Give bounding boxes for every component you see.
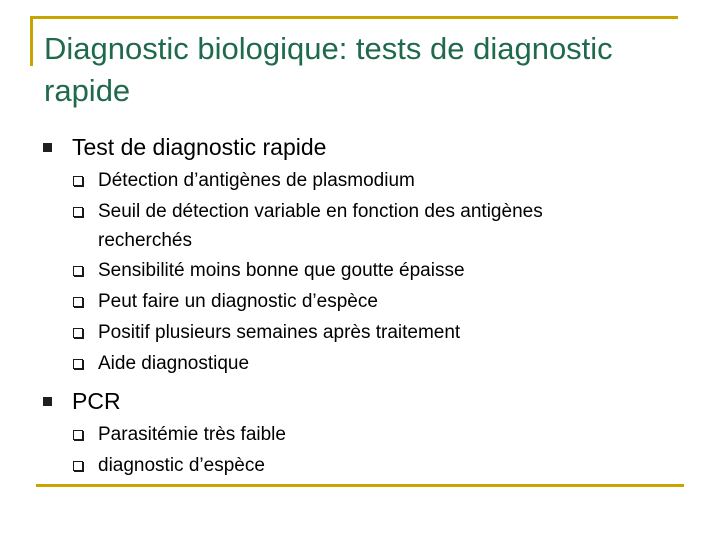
list-item: Détection d’antigènes de plasmodium xyxy=(98,170,415,191)
list-item: Seuil de détection variable en fonction des antigènes recherchés xyxy=(98,201,543,251)
hollow-square-bullet-icon xyxy=(73,359,83,369)
square-bullet-icon xyxy=(43,143,52,152)
list-item: diagnostic d’espèce xyxy=(98,455,265,476)
hollow-square-bullet-icon xyxy=(73,328,83,338)
list-item: Parasitémie très faible xyxy=(98,424,286,445)
frame-bottom-line xyxy=(36,484,684,487)
square-bullet-icon xyxy=(43,397,52,406)
hollow-square-bullet-icon xyxy=(73,176,83,186)
section-heading: Test de diagnostic rapide xyxy=(72,134,327,160)
list-item: Positif plusieurs semaines après traitement xyxy=(98,322,461,343)
section-heading: PCR xyxy=(72,388,121,414)
list-item: Sensibilité moins bonne que goutte épaisse xyxy=(98,260,465,281)
slide-title: Diagnostic biologique: tests de diagnostic rapide xyxy=(44,31,613,108)
list-item: Peut faire un diagnostic d’espèce xyxy=(98,291,378,312)
hollow-square-bullet-icon xyxy=(73,461,83,471)
hollow-square-bullet-icon xyxy=(73,207,83,217)
hollow-square-bullet-icon xyxy=(73,297,83,307)
frame-top-line xyxy=(30,16,678,19)
list-item: Aide diagnostique xyxy=(98,353,250,374)
hollow-square-bullet-icon xyxy=(73,430,83,440)
hollow-square-bullet-icon xyxy=(73,266,83,276)
frame-left-line xyxy=(30,16,33,66)
